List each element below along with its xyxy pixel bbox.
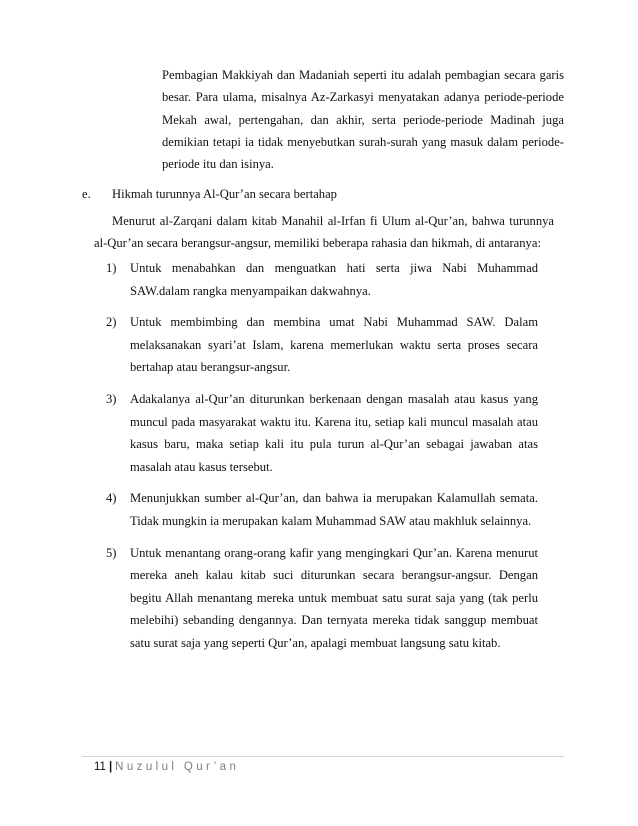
footer-title: Nuzulul Qur’an	[115, 761, 240, 773]
top-paragraph: Pembagian Makkiyah dan Madaniah seperti itu adalah pembagian secara garis besar. Para ulama, misalnya Az-Zarkasyi menyatakan adanya periode-periode Mekah awal, pertengahan, dan akhir, serta periode-periode Madinah juga demikian tetapi ia tidak menyebutkan surah-surah yang masuk dalam periode-periode itu dan isinya.	[162, 68, 564, 172]
section-intro: Menurut al-Zarqani dalam kitab Manahil al-Irfan fi Ulum al-Qur’an, bahwa turunnya al-Qur’an secara berangsur-angsur, memiliki beberapa rahasia dan hikmah, di antaranya:	[94, 214, 554, 251]
list-item	[96, 257, 538, 302]
section-heading	[82, 184, 337, 204]
list-item-text: Untuk menabahkan dan menguatkan hati serta jiwa Nabi Muhammad SAW.dalam rangka menyampaikan dakwahnya.	[130, 261, 538, 298]
list-item-number: 3)	[106, 391, 117, 406]
footer-separator: |	[108, 761, 113, 773]
section-title: Hikmah turunnya Al-Qur’an secara bertahap	[112, 187, 337, 201]
list-item	[96, 542, 538, 655]
list-item-text: Menunjukkan sumber al-Qur’an, dan bahwa ia merupakan Kalamullah semata. Tidak mungkin ia merupakan kalam Muhammad SAW atau makhluk selainnya.	[130, 491, 538, 528]
page-footer	[94, 759, 239, 775]
list-item	[96, 311, 538, 379]
hikmah-list	[96, 257, 538, 664]
list-item	[96, 487, 538, 532]
list-item-number: 5)	[106, 545, 117, 560]
list-item-text: Adakalanya al-Qur’an diturunkan berkenaan dengan masalah atau kasus yang muncul pada masyarakat waktu itu. Karena itu, setiap kali muncul masalah atau kasus baru, maka setiap kali itu pula turun al-Qur’an sebagai jawaban atas masalah atau kasus tersebut.	[130, 391, 538, 474]
list-item-text: Untuk membimbing dan membina umat Nabi Muhammad SAW. Dalam melaksanakan syari’at Islam, karena memerlukan waktu serta proses secara bertahap atau berangsur-angsur.	[130, 315, 538, 375]
footer-divider	[82, 756, 564, 757]
list-item	[96, 388, 538, 478]
list-item-number: 4)	[106, 491, 117, 506]
page-number: 11	[94, 761, 106, 773]
list-item-number: 1)	[106, 261, 117, 275]
list-item-number: 2)	[106, 315, 117, 330]
section-letter: e.	[82, 187, 91, 201]
list-item-text: Untuk menantang orang-orang kafir yang mengingkari Qur’an. Karena menurut mereka aneh kalau kitab suci diturunkan secara berangsur-angsur. Dengan begitu Allah menantang mereka untuk membuat satu surat saja yang (tak perlu melebihi) sebanding dengannya. Dan ternyata mereka tidak sanggup membuat satu surat saja yang seperti Qur’an, apalagi membuat langsung satu kitab.	[130, 545, 538, 650]
